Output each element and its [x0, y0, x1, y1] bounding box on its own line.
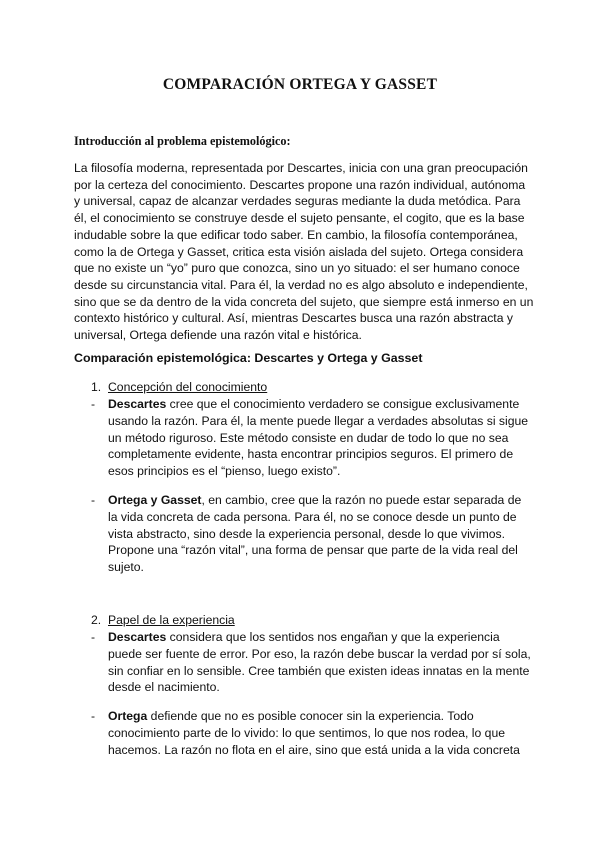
intro-heading: Introducción al problema epistemológico:	[74, 134, 291, 148]
bullet-dash: -	[91, 709, 96, 723]
section-2-title: Papel de la experiencia	[108, 613, 235, 627]
bullet-text: , en cambio, cree que la razón no puede estar separada de la vida concreta de cada persona. Para él, no se conoce desde un punto de vista abstracto, sino desde la experiencia personal, desde lo que vivimos. Propone una “razón vital”, una forma de pensar que parte de la vida real del sujeto.	[108, 493, 522, 575]
bullet-dash: -	[91, 493, 96, 507]
bullet-dash: -	[91, 630, 96, 644]
intro-paragraph: La filosofía moderna, representada por Descartes, inicia con una gran preocupación por la certeza del conocimiento. Descartes propone una razón individual, autónoma y universal, capaz de alcanzar verdades seguras mediante la duda metódica. Para él, el conocimiento se construye desde el sujeto pensante, el cogito, que es la base indudable sobre la que edificar todo saber. En cambio, la filosofía contemporánea, como la de Ortega y Gasset, critica esta visión aislada del sujeto. Ortega considera que no existe un “yo” puro que conozca, sino un yo situado: el ser humano conoce desde su circunstancia vital. Para él, la verdad no es algo absoluto e independiente, sino que se da dentro de la vida concreta del sujeto, que siempre está inmerso en un contexto histórico y cultural. Así, mientras Descartes busca una razón abstracta y universal, Ortega defiende una razón vital e histórica.	[74, 161, 534, 343]
bullet-descartes-experience	[91, 629, 531, 696]
bullet-text: defiende que no es posible conocer sin la experiencia. Todo conocimiento parte de lo vivido: lo que sentimos, lo que nos rodea, lo que hacemos. La razón no flota en el aire, sino que está unida a la vida concreta	[108, 709, 520, 757]
comparison-heading: Comparación epistemológica: Descartes y Ortega y Gasset	[74, 351, 423, 365]
bullet-bold-term: Descartes	[108, 397, 167, 411]
page-title: COMPARACIÓN ORTEGA Y GASSET	[162, 76, 438, 93]
section-1-heading	[91, 380, 267, 394]
bullet-text: cree que el conocimiento verdadero se consigue exclusivamente usando la razón. Para él, la mente puede llegar a verdades absolutas si sigue un método riguroso. Este método consiste en dudar de todo lo que no sea completamente evidente, hasta encontrar principios seguros. El primero de esos principios es el “pienso, luego existo”.	[108, 397, 529, 479]
section-2-heading	[91, 613, 235, 627]
bullet-ortega-experience	[91, 708, 531, 758]
bullet-text: considera que los sentidos nos engañan y que la experiencia puede ser fuente de error. Por eso, la razón debe buscar la verdad por sí sola, sin confiar en lo sensible. Cree también que existen ideas innatas en la mente desde el nacimiento.	[108, 630, 531, 695]
bullet-ortega-knowledge	[91, 492, 531, 576]
section-2-number: 2.	[91, 613, 102, 627]
bullet-descartes-knowledge	[91, 396, 531, 480]
section-1-number: 1.	[91, 380, 102, 394]
section-1-title: Concepción del conocimiento	[108, 380, 268, 394]
bullet-dash: -	[91, 397, 96, 411]
bullet-bold-term: Descartes	[108, 630, 167, 644]
bullet-bold-term: Ortega	[108, 709, 148, 723]
bullet-bold-term: Ortega y Gasset	[108, 493, 202, 507]
